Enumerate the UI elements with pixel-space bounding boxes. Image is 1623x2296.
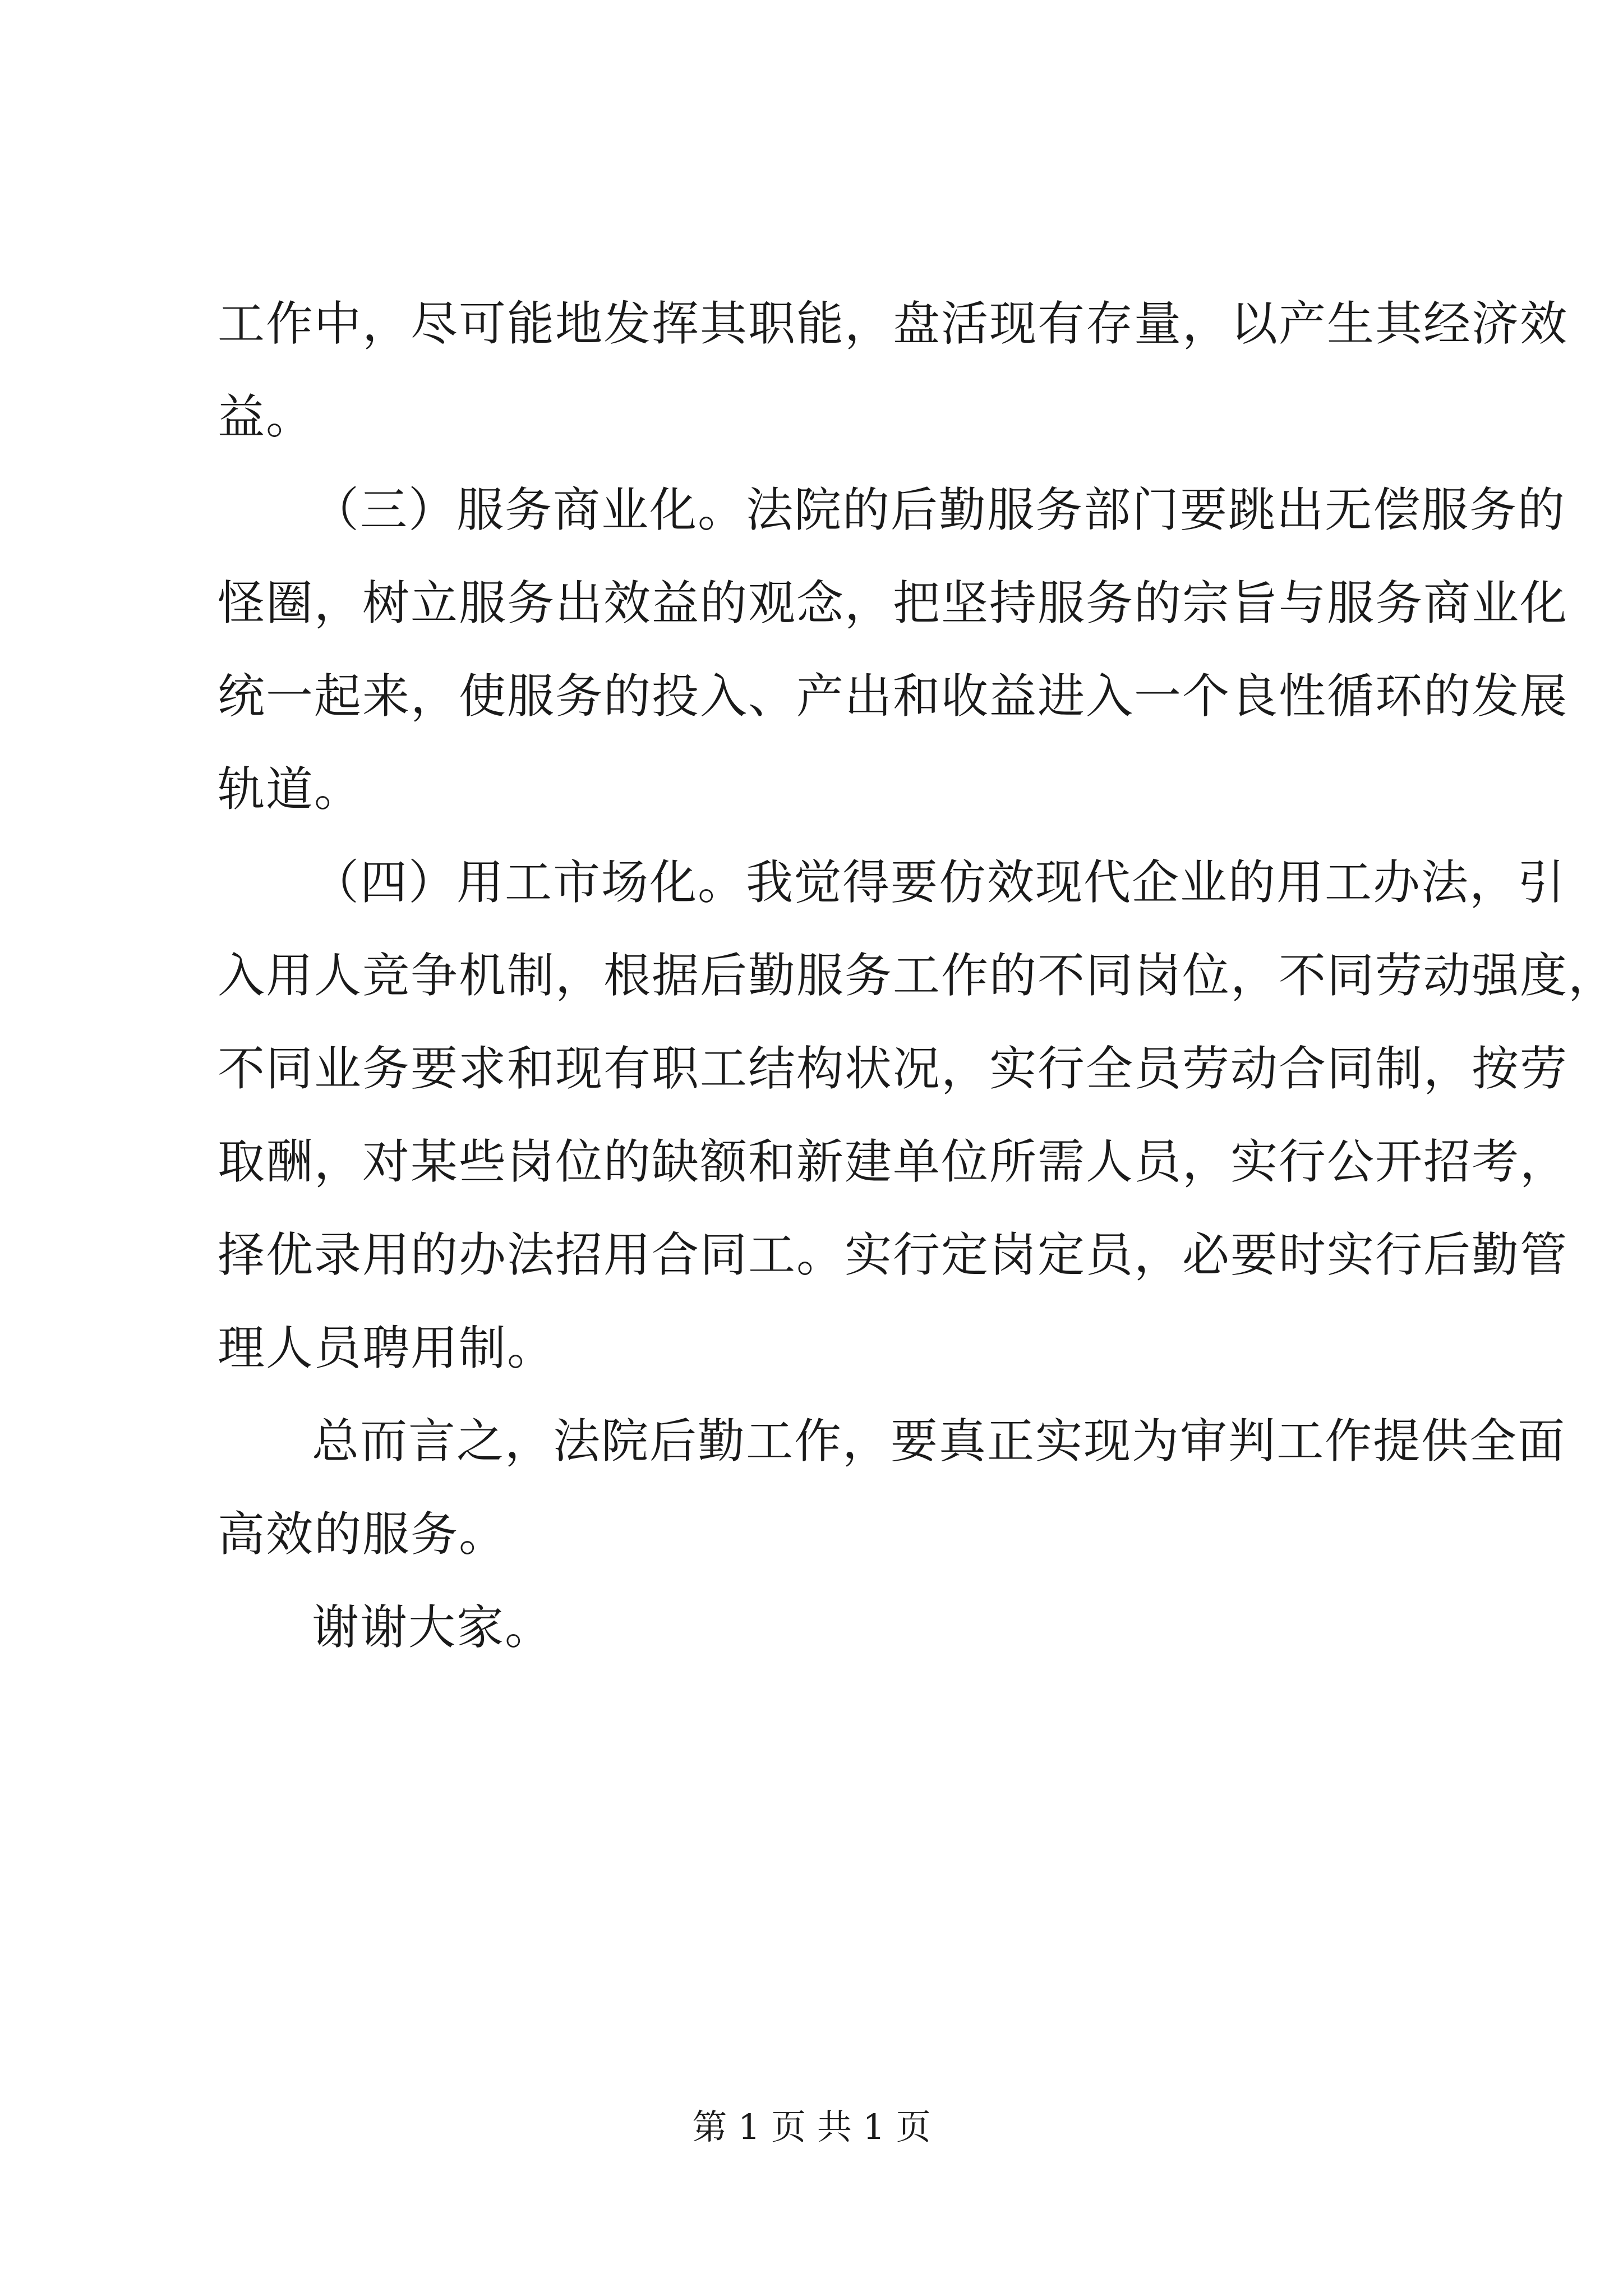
body-line: 轨道。 (218, 762, 363, 817)
body-line: 怪圈，树立服务出效益的观念，把坚持服务的宗旨与服务商业化 (218, 576, 1569, 631)
body-line: （三）服务商业化。法院的后勤服务部门要跳出无偿服务的 (312, 482, 1566, 537)
body-line: 不同业务要求和现有职工结构状况，实行全员劳动合同制，按劳 (218, 1041, 1569, 1096)
body-line: 取酬，对某些岗位的缺额和新建单位所需人员，实行公开招考， (218, 1134, 1569, 1189)
body-line: 高效的服务。 (218, 1507, 508, 1562)
body-line: 入用人竞争机制，根据后勤服务工作的不同岗位，不同劳动强度， (218, 948, 1617, 1003)
body-line: 谢谢大家。 (312, 1600, 554, 1655)
body-line: 总而言之，法院后勤工作，要真正实现为审判工作提供全面 (312, 1414, 1566, 1469)
document-body (218, 292, 1617, 1659)
body-line: 理人员聘用制。 (218, 1320, 556, 1375)
body-line: （四）用工市场化。我觉得要仿效现代企业的用工办法，引 (312, 855, 1566, 910)
body-line: 择优录用的办法招用合同工。实行定岗定员，必要时实行后勤管 (218, 1227, 1569, 1282)
page-number-footer: 第 1 页 共 1 页 (692, 2106, 931, 2147)
body-line: 工作中，尽可能地发挥其职能，盘活现有存量，以产生其经济效 (218, 296, 1569, 351)
body-line: 统一起来，使服务的投入、产出和收益进入一个良性循环的发展 (218, 669, 1569, 724)
body-line: 益。 (218, 389, 315, 444)
